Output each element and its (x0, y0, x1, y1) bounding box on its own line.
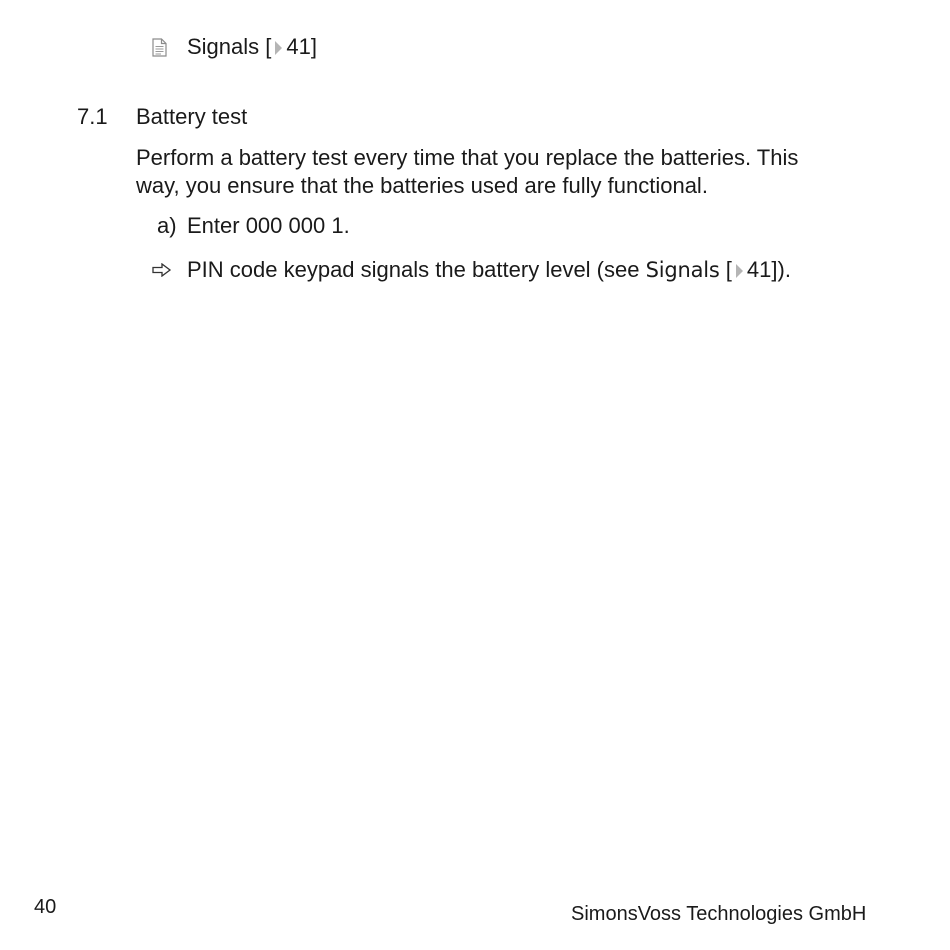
intro-line-2: way, you ensure that the batteries used are fully functional. (136, 173, 708, 198)
xref-page-number: 41 (286, 34, 311, 59)
signals-link[interactable]: Signals (645, 258, 720, 282)
section-title: Battery test (136, 104, 248, 129)
company-name: SimonsVoss Technologies GmbH (571, 903, 867, 925)
page-ref-arrow-icon (275, 41, 282, 55)
result-open-bracket: [ (719, 257, 732, 282)
step-marker: a) (157, 213, 177, 238)
page-number: 40 (34, 896, 57, 918)
result-text (187, 256, 791, 284)
result-arrow-icon (152, 263, 172, 282)
result-page-number[interactable]: 41 (746, 257, 772, 282)
section-number: 7.1 (77, 104, 108, 129)
step-text: Enter 000 000 1. (187, 213, 350, 238)
xref-close-bracket: ] (310, 34, 317, 59)
cross-reference-label (187, 33, 317, 61)
xref-text: Signals [ (187, 34, 272, 59)
intro-paragraph (136, 144, 876, 200)
result-text-after: ]). (771, 257, 791, 282)
intro-line-1: Perform a battery test every time that you replace the batteries. This (136, 145, 799, 170)
document-icon (152, 36, 167, 64)
page-ref-arrow-icon (736, 264, 743, 278)
result-text-before: PIN code keypad signals the battery level (see (187, 257, 646, 282)
